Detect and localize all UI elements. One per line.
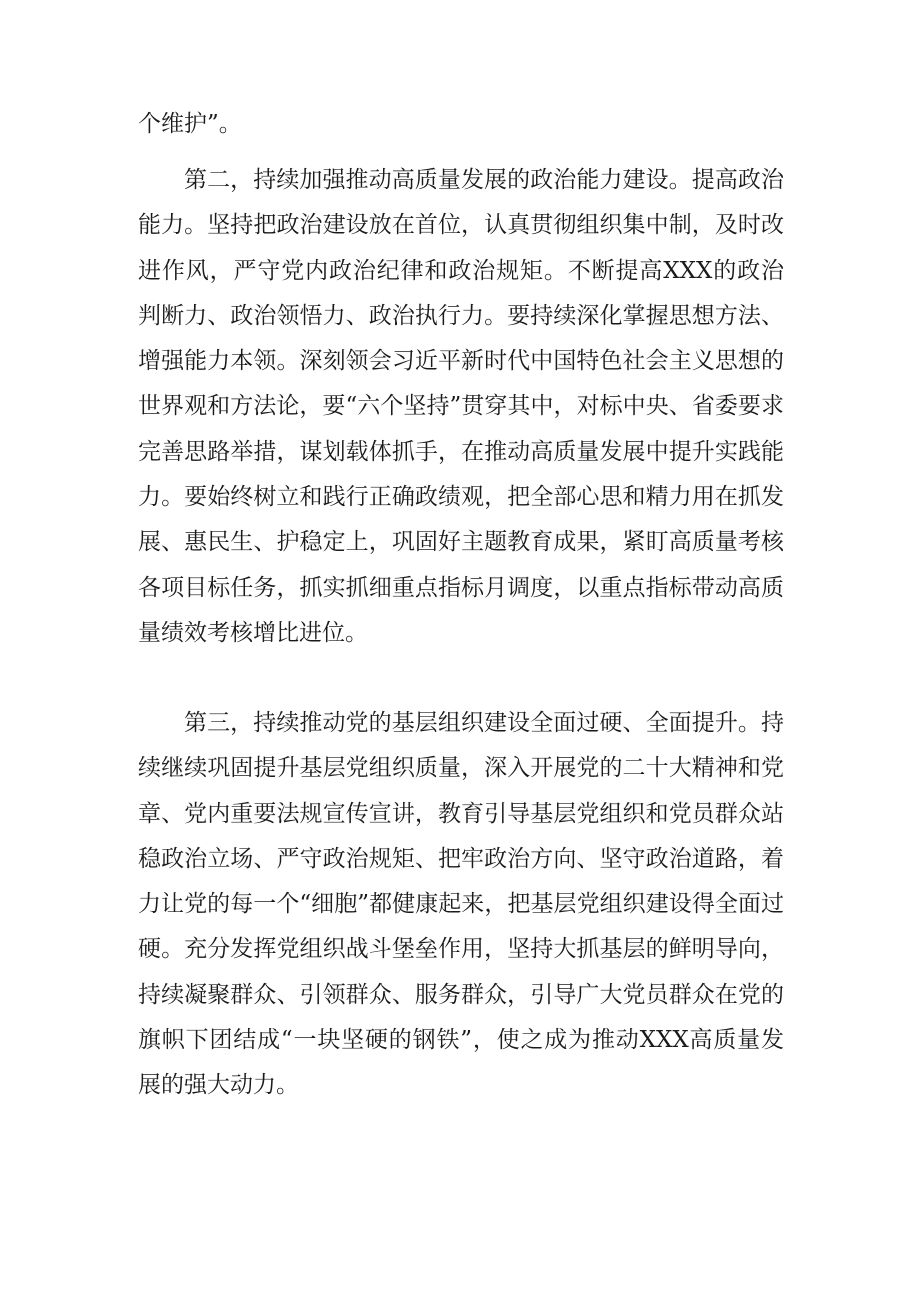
paragraph-continuation: 个维护”。 [138,111,242,137]
paragraph-grassroots-organization: 第三，持续推动党的基层组织建设全面过硬、全面提升。持续继续巩固提升基层党组织质量，深入开展党的二十大精神和党章、党内重要法规宣传宣讲，教育引导基层党组织和党员群众站稳政治立场、严守政治规矩、把牢政治方向、坚守政治道路，着力让党的每一个“细胞”都健康起来，把基层党组织建设得全面过硬。充分发挥党组织战斗堡垒作用，坚持大抓基层的鲜明导向，持续凝聚群众、引领群众、服务群众，引导广大党员群众在党的旗帜下团结成“一块坚硬的钢铁”，使之成为推动XXX高质量发展的强大动力。 [138,710,784,1099]
paragraph-political-capability: 第二，持续加强推动高质量发展的政治能力建设。提高政治能力。坚持把政治建设放在首位，认真贯彻组织集中制，及时改进作风，严守党内政治纪律和政治规矩。不断提高XXX的政治判断力、政治领悟力、政治执行力。要持续深化掌握思想方法、增强能力本领。深刻领会习近平新时代中国特色社会主义思想的世界观和方法论，要“六个坚持”贯穿其中，对标中央、省委要求完善思路举措，谋划载体抓手，在推动高质量发展中提升实践能力。要始终树立和践行正确政绩观，把全部心思和精力用在抓发展、惠民生、护稳定上，巩固好主题教育成果，紧盯高质量考核各项目标任务，抓实抓细重点指标月调度，以重点指标带动高质量绩效考核增比进位。 [138,167,784,646]
